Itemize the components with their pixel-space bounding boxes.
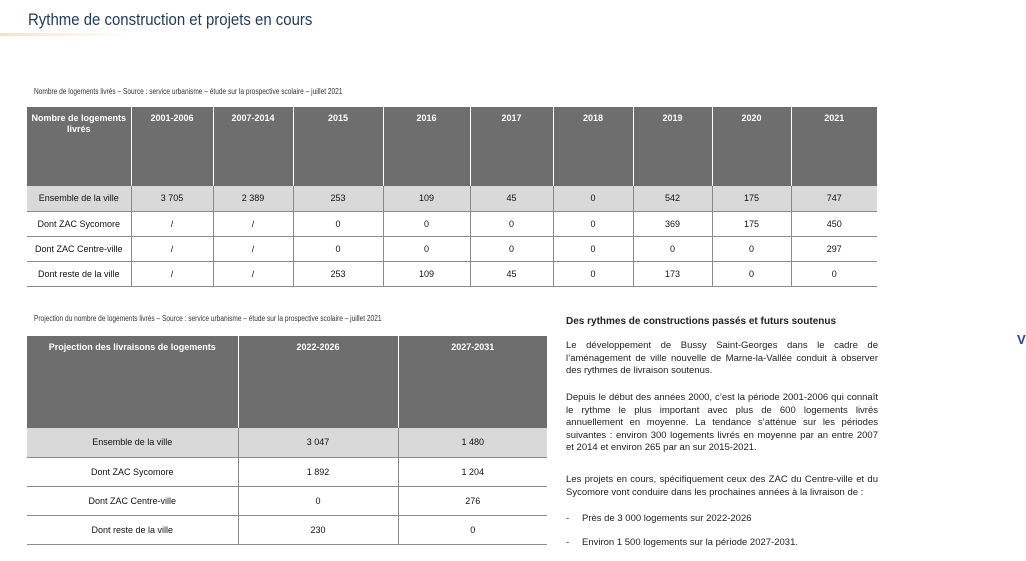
list-item-text: Près de 3 000 logements sur 2022-2026 xyxy=(582,513,752,524)
table-cell: 173 xyxy=(633,261,712,286)
table-cell: / xyxy=(213,236,293,261)
table-cell: 0 xyxy=(470,236,553,261)
table1-header-cell: 2019 xyxy=(633,107,712,186)
row-label: Dont reste de la ville xyxy=(27,261,131,286)
table-cell: 0 xyxy=(383,211,470,236)
table-cell: 1 204 xyxy=(398,457,547,486)
edge-glyph: V xyxy=(1017,332,1026,347)
page-title: Rythme de construction et projets en cours xyxy=(28,10,313,29)
table1-header-cell: 2021 xyxy=(791,107,877,186)
table-cell: 109 xyxy=(383,261,470,286)
table2-header-cell: 2027-2031 xyxy=(398,336,547,428)
table-cell: 0 xyxy=(791,261,877,286)
table-cell: 230 xyxy=(238,515,398,544)
table-row xyxy=(27,211,877,236)
row-label: Dont ZAC Centre-ville xyxy=(27,486,238,515)
table-cell: 109 xyxy=(383,186,470,211)
table-cell: 45 xyxy=(470,186,553,211)
table-row xyxy=(27,515,547,544)
table-cell: 747 xyxy=(791,186,877,211)
paragraph: Depuis le début des années 2000, c’est la période 2001-2006 qui connaît le rythme le plus important avec plus de 600 logements livrés annuellement en moyenne. La tendance s’atténue sur les périodes suivantes : environ 300 logements livrés en moyenne par an entre 2007 et 2014 et environ 265 par an sur 2015-2021. xyxy=(566,392,878,453)
title-underline-decoration xyxy=(0,33,130,36)
table-cell: 1 892 xyxy=(238,457,398,486)
row-label: Ensemble de la ville xyxy=(27,186,131,211)
row-label: Dont ZAC Sycomore xyxy=(27,457,238,486)
table2-header-cell: 2022-2026 xyxy=(238,336,398,428)
bullet-dash: - xyxy=(566,537,570,548)
list-item-text: Environ 1 500 logements sur la période 2027-2031. xyxy=(582,537,799,548)
table-cell: 0 xyxy=(712,261,791,286)
table-cell: 175 xyxy=(712,186,791,211)
table-cell: 3 047 xyxy=(238,428,398,457)
table-row xyxy=(27,486,547,515)
table-cell: 0 xyxy=(553,261,633,286)
row-label: Dont ZAC Centre-ville xyxy=(27,236,131,261)
table2-header-row xyxy=(27,336,547,428)
table-cell: / xyxy=(131,261,213,286)
table-cell: / xyxy=(131,211,213,236)
paragraph: Le développement de Bussy Saint-Georges dans le cadre de l’aménagement de ville nouvelle de Marne-la-Vallée conduit à observer des rythmes de livraison soutenus. xyxy=(566,340,878,376)
list-item xyxy=(566,513,752,524)
table1-header-cell: 2020 xyxy=(712,107,791,186)
table-cell: 175 xyxy=(712,211,791,236)
table1-header-cell: Nombre de logements livrés xyxy=(27,107,131,186)
table-cell: 253 xyxy=(293,261,383,286)
table-row xyxy=(27,186,877,211)
table-cell: 297 xyxy=(791,236,877,261)
table-cell: 1 480 xyxy=(398,428,547,457)
table-cell: / xyxy=(213,261,293,286)
paragraph: Les projets en cours, spécifiquement ceux des ZAC du Centre-ville et du Sycomore vont conduire dans les prochaines années à la livraison de : xyxy=(566,474,878,498)
table2-header-cell: Projection des livraisons de logements xyxy=(27,336,238,428)
bullet-dash: - xyxy=(566,513,570,524)
table-cell: 0 xyxy=(238,486,398,515)
table-cell: 450 xyxy=(791,211,877,236)
table-cell: 45 xyxy=(470,261,553,286)
table-cell: 0 xyxy=(293,236,383,261)
row-label: Dont ZAC Sycomore xyxy=(27,211,131,236)
table-cell: 0 xyxy=(553,236,633,261)
table-cell: 0 xyxy=(553,186,633,211)
table-cell: / xyxy=(213,211,293,236)
table1-header-cell: 2001-2006 xyxy=(131,107,213,186)
table1-caption: Nombre de logements livrés – Source : service urbanisme – étude sur la prospective scolaire – juillet 2021 xyxy=(34,87,343,96)
table1-header-cell: 2018 xyxy=(553,107,633,186)
table-cell: 0 xyxy=(470,211,553,236)
table-row xyxy=(27,236,877,261)
table-cell: 0 xyxy=(383,236,470,261)
table-cell: 276 xyxy=(398,486,547,515)
table-cell: 0 xyxy=(633,236,712,261)
table1-header-cell: 2017 xyxy=(470,107,553,186)
table-row xyxy=(27,261,877,286)
row-label: Ensemble de la ville xyxy=(27,428,238,457)
table-cell: 369 xyxy=(633,211,712,236)
table-cell: 542 xyxy=(633,186,712,211)
table-cell: 0 xyxy=(398,515,547,544)
table-cell: 0 xyxy=(553,211,633,236)
table-row xyxy=(27,457,547,486)
table-row xyxy=(27,428,547,457)
table1-header-row xyxy=(27,107,877,186)
table-cell: 253 xyxy=(293,186,383,211)
table1-header-cell: 2015 xyxy=(293,107,383,186)
table-cell: 3 705 xyxy=(131,186,213,211)
housing-projection-table xyxy=(27,336,547,545)
table-cell: 0 xyxy=(293,211,383,236)
list-item xyxy=(566,537,798,548)
table1-header-cell: 2007-2014 xyxy=(213,107,293,186)
table-cell: / xyxy=(131,236,213,261)
table-cell: 0 xyxy=(712,236,791,261)
table1-header-cell: 2016 xyxy=(383,107,470,186)
table-cell: 2 389 xyxy=(213,186,293,211)
section-heading: Des rythmes de constructions passés et futurs soutenus xyxy=(566,316,837,327)
table2-caption: Projection du nombre de logements livrés – Source : service urbanisme – étude sur la prospective scolaire – juillet 2021 xyxy=(34,314,382,323)
row-label: Dont reste de la ville xyxy=(27,515,238,544)
housing-delivered-table xyxy=(27,107,877,287)
